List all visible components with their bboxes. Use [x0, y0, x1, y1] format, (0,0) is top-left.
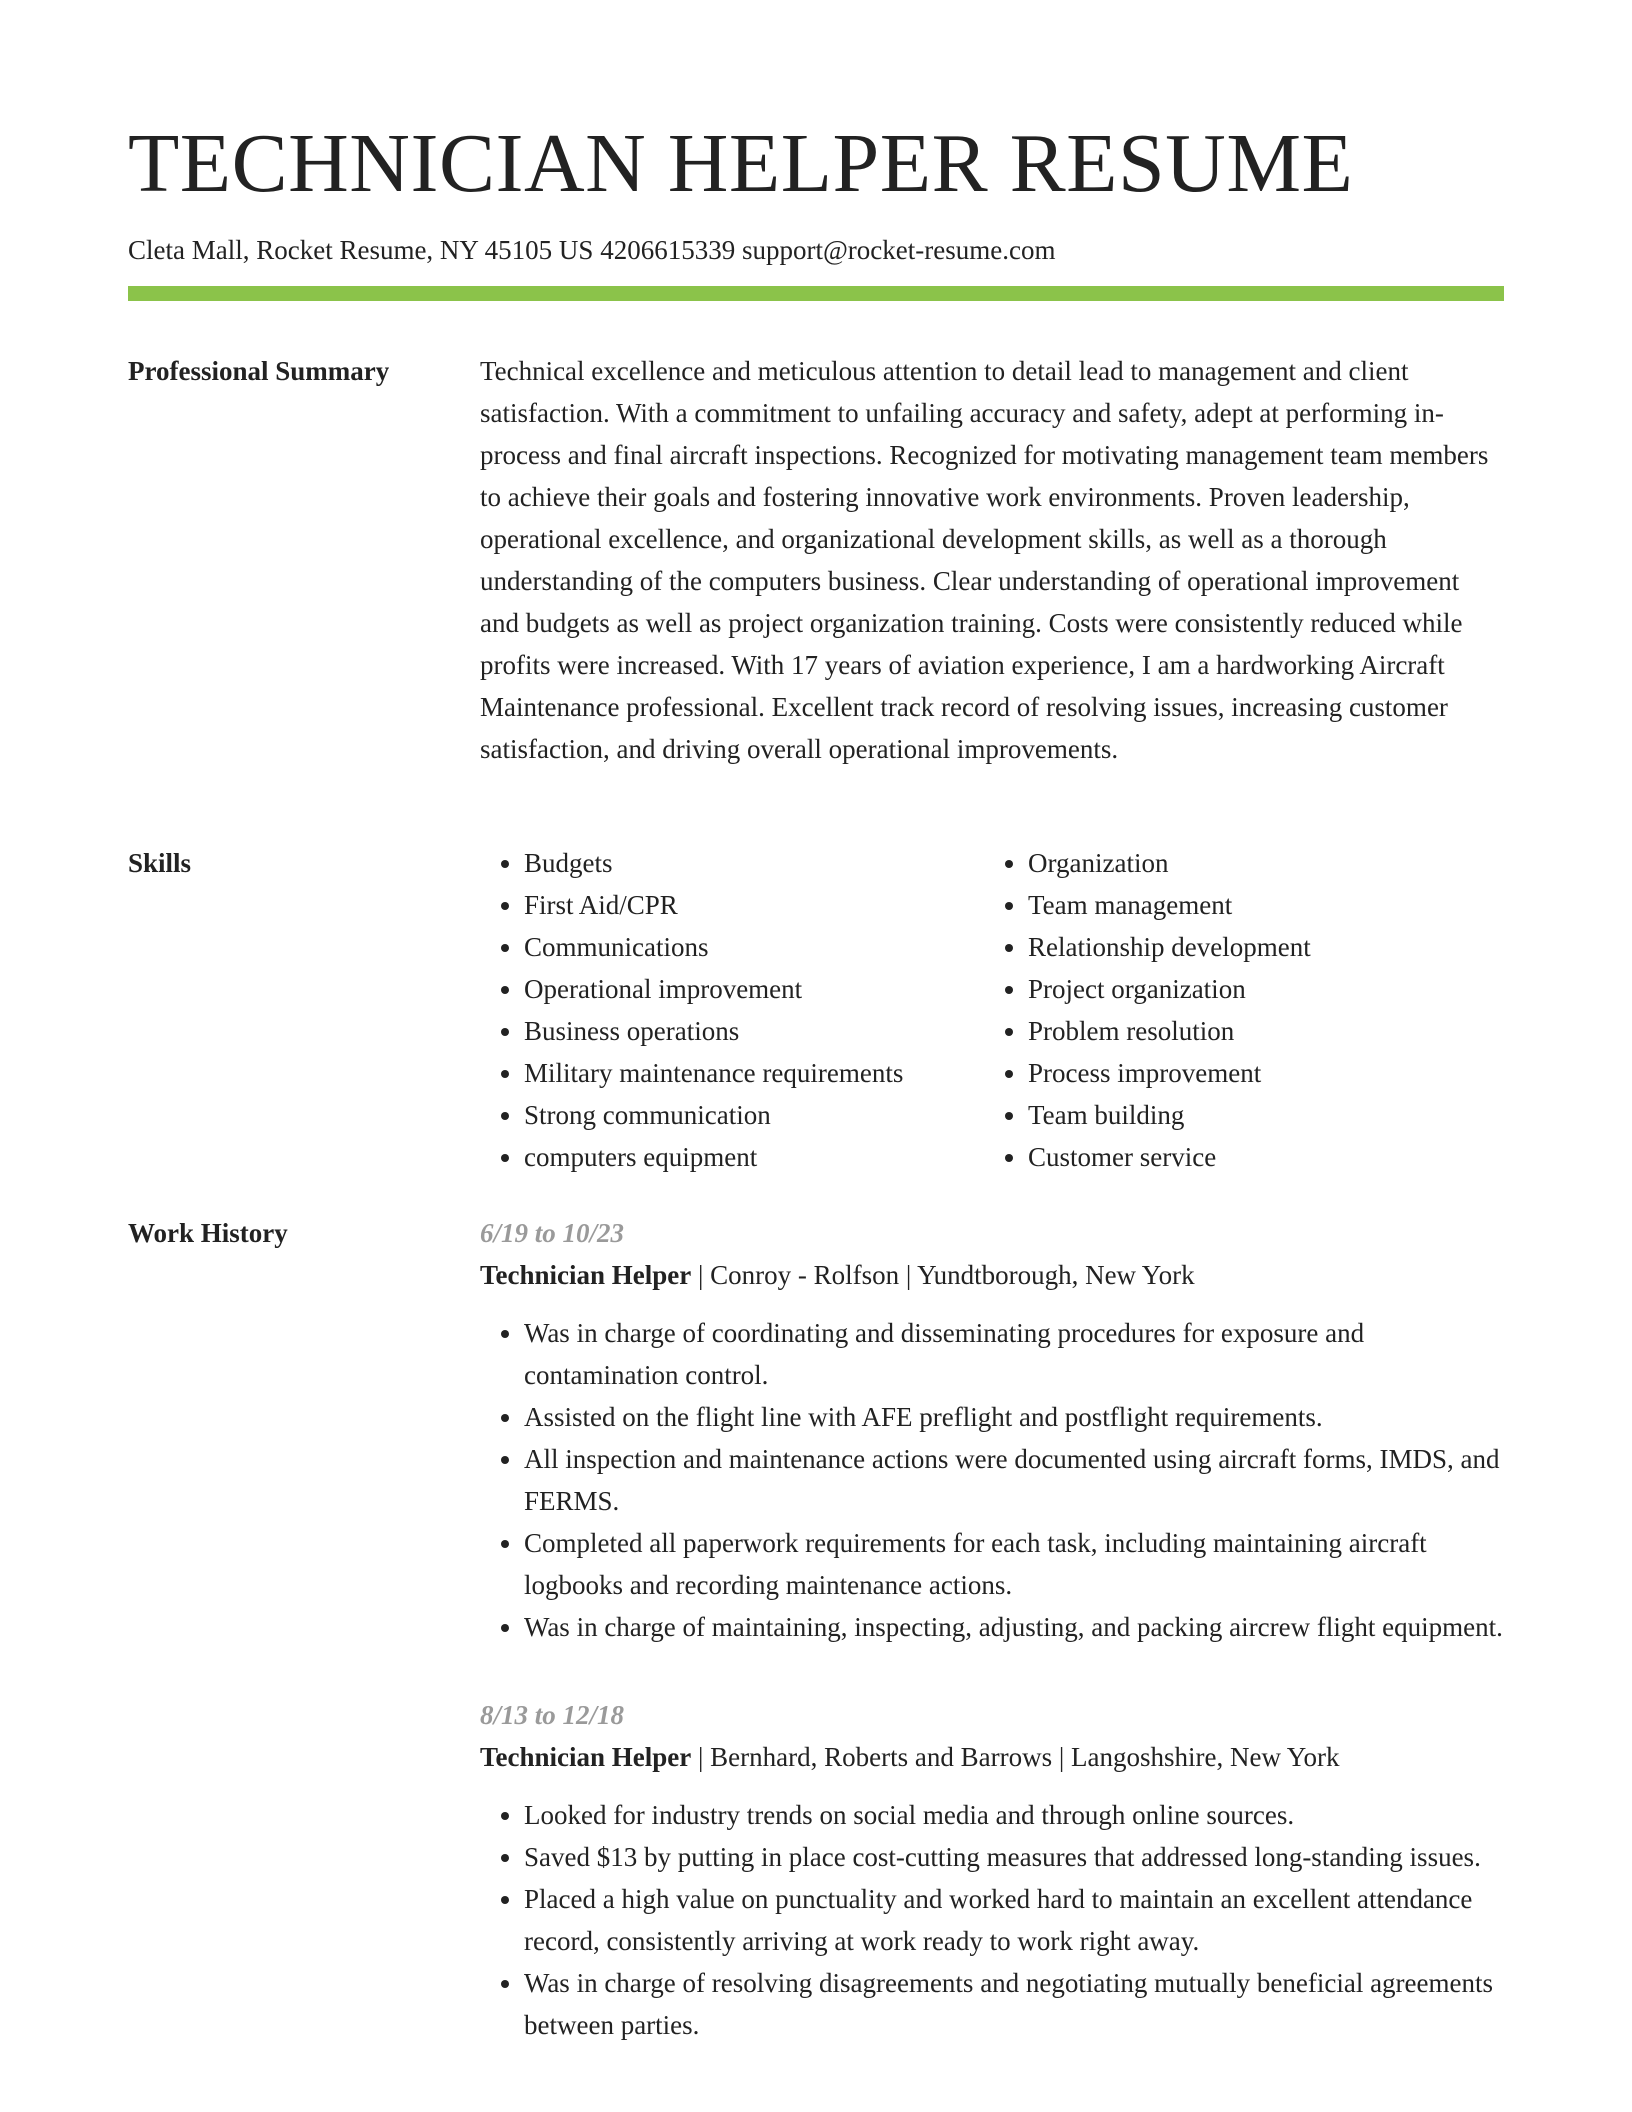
job-details: | Bernhard, Roberts and Barrows | Langoshshire, New York [691, 1742, 1340, 1772]
job-bullet: • Placed a high value on punctuality and worked hard to maintain an excellent attendance record, consistently arriving at work ready to work right away. [524, 1878, 1504, 1962]
work-history-body [480, 1212, 1504, 2092]
summary-body [480, 350, 1504, 770]
skill-item: • Problem resolution [1028, 1010, 1488, 1052]
skill-item: • Team building [1028, 1094, 1488, 1136]
skill-item: • First Aid/CPR [524, 884, 984, 926]
summary-label: Professional Summary [128, 356, 390, 386]
job-bullet: • Was in charge of coordinating and disseminating procedures for exposure and contamination control. [524, 1312, 1504, 1396]
skills-label: Skills [128, 848, 192, 878]
skill-item: • Project organization [1028, 968, 1488, 1010]
job-bullet: • Was in charge of maintaining, inspecting, adjusting, and packing aircrew flight equipment. [524, 1606, 1504, 1648]
job-bullet: • Was in charge of resolving disagreements and negotiating mutually beneficial agreements between parties. [524, 1962, 1504, 2046]
skill-item: • Team management [1028, 884, 1488, 926]
contact-line: Cleta Mall, Rocket Resume, NY 45105 US 4206615339 support@rocket-resume.com [128, 235, 1056, 265]
job-details: | Conroy - Rolfson | Yundtborough, New York [691, 1260, 1195, 1290]
skill-item: • Communications [524, 926, 984, 968]
job-bullets [480, 1312, 1504, 1648]
job-entry [480, 1212, 1504, 1648]
job-bullet: • Saved $13 by putting in place cost-cutting measures that addressed long-standing issues. [524, 1836, 1504, 1878]
skill-item: • Strong communication [524, 1094, 984, 1136]
skill-item: • Military maintenance requirements [524, 1052, 984, 1094]
skill-item: • Process improvement [1028, 1052, 1488, 1094]
skill-item: • Organization [1028, 842, 1488, 884]
job-bullet: • All inspection and maintenance actions were documented using aircraft forms, IMDS, and FERMS. [524, 1438, 1504, 1522]
skills-list-right [984, 842, 1488, 1178]
job-entry [480, 1694, 1504, 2046]
job-bullet: • Looked for industry trends on social media and through online sources. [524, 1794, 1504, 1836]
skill-item: • computers equipment [524, 1136, 984, 1178]
skill-item: • Customer service [1028, 1136, 1488, 1178]
work-history-label: Work History [128, 1218, 288, 1248]
job-bullets [480, 1794, 1504, 2046]
skills-list-left [480, 842, 984, 1178]
skill-item: • Business operations [524, 1010, 984, 1052]
job-bullet: • Assisted on the flight line with AFE preflight and postflight requirements. [524, 1396, 1504, 1438]
skill-item: • Budgets [524, 842, 984, 884]
job-title: Technician Helper [480, 1260, 692, 1290]
job-bullet: • Completed all paperwork requirements for each task, including maintaining aircraft logbooks and recording maintenance actions. [524, 1522, 1504, 1606]
header-divider [128, 286, 1504, 301]
skills-body [480, 842, 1504, 1178]
job-title: Technician Helper [480, 1742, 692, 1772]
job-dates: 6/19 to 10/23 [480, 1218, 625, 1248]
resume-title: TECHNICIAN HELPER RESUME [128, 117, 1354, 210]
job-header [480, 1254, 1504, 1296]
skill-item: • Operational improvement [524, 968, 984, 1010]
summary-text: Technical excellence and meticulous attention to detail lead to management and client satisfaction. With a commitment to unfailing accuracy and safety, adept at performing in-process and final aircraft inspections. Recognized for motivating management team members to achieve their goals and fostering innovative work environments. Proven leadership, operational excellence, and organizational development skills, as well as a thorough understanding of the computers business. Clear understanding of operational improvement and budgets as well as project organization training. Costs were consistently reduced while profits were increased. With 17 years of aviation experience, I am a hardworking Aircraft Maintenance professional. Excellent track record of resolving issues, increasing customer satisfaction, and driving overall operational improvements. [480, 356, 1489, 764]
job-header [480, 1736, 1504, 1778]
skill-item: • Relationship development [1028, 926, 1488, 968]
job-dates: 8/13 to 12/18 [480, 1700, 625, 1730]
